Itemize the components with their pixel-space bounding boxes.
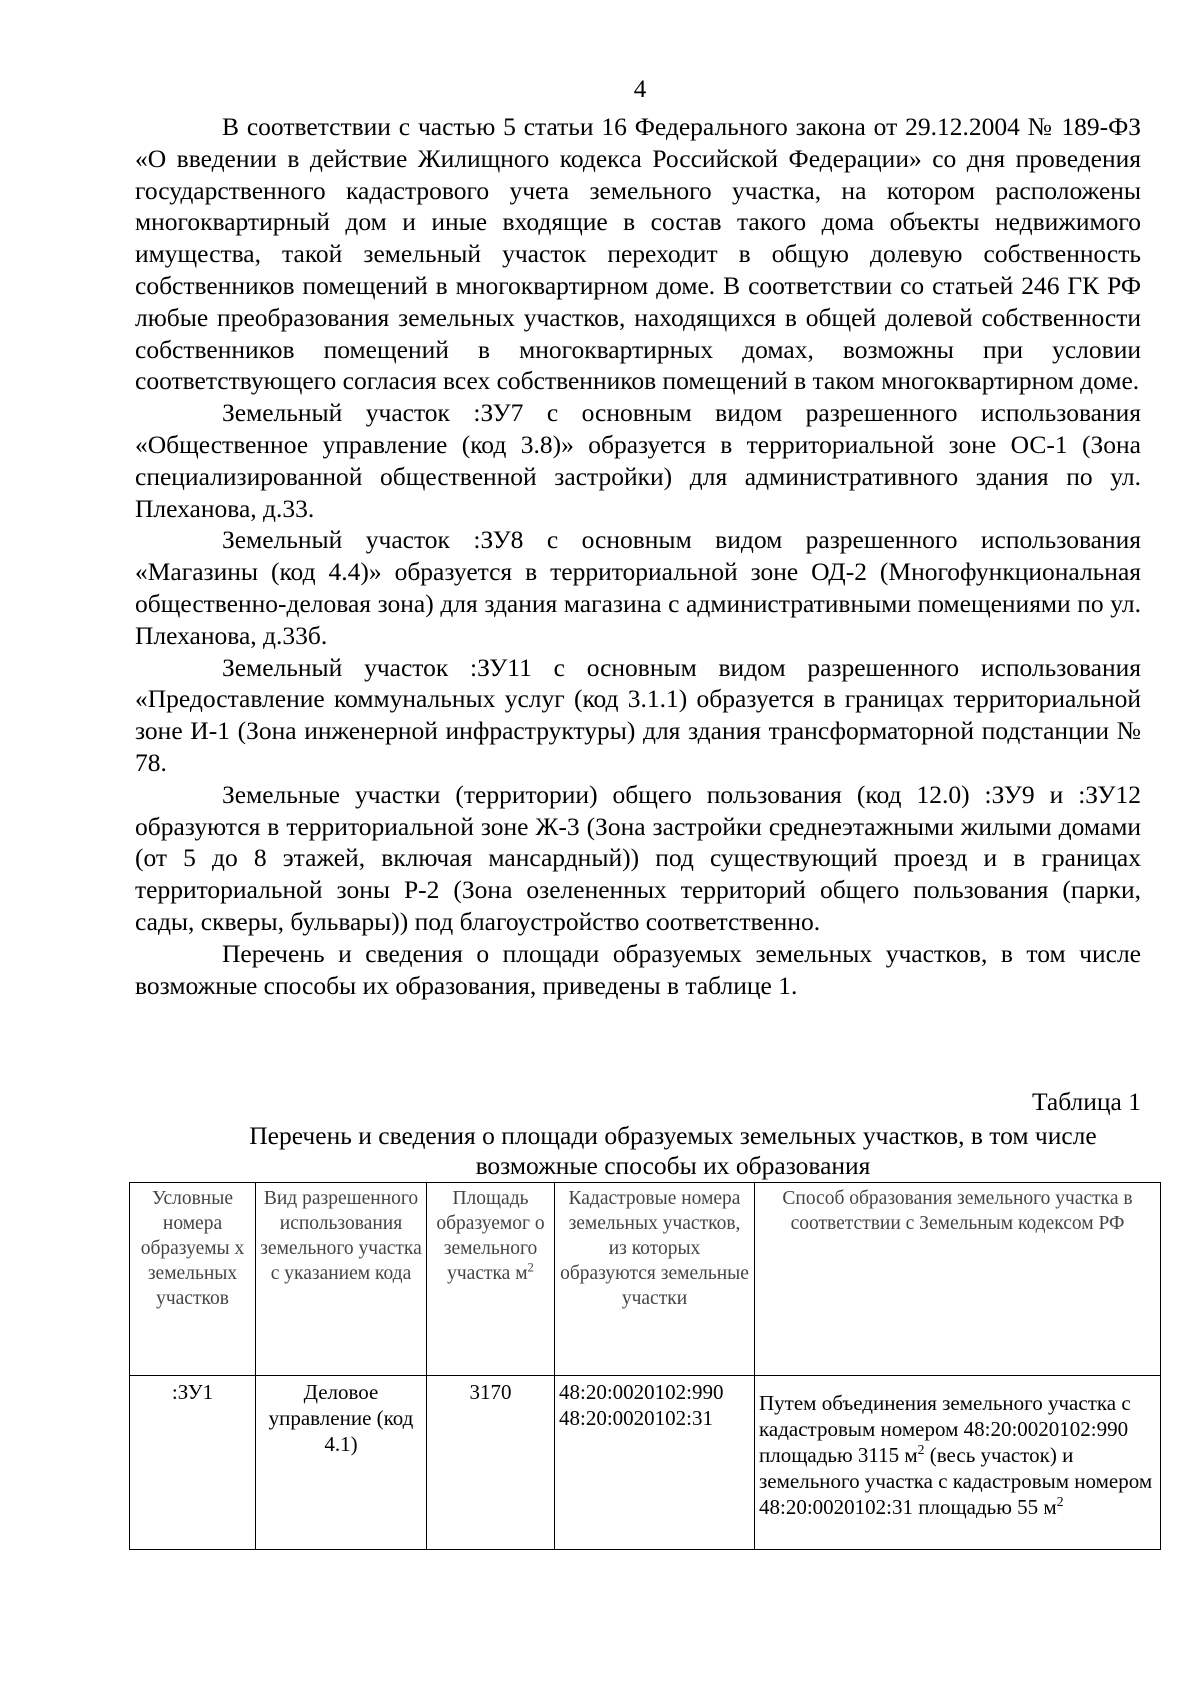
method-text-2: (весь участок) и земельного участка с кадастровым номером 48:20:0020102:31 площадью 55 м <box>759 1443 1153 1519</box>
method-sup-2: 2 <box>1056 1494 1064 1509</box>
header-area-sup: 2 <box>527 1260 534 1275</box>
header-method: Способ образования земельного участка в соответствии с Земельным кодексом РФ <box>755 1183 1161 1376</box>
cadastral-number-1: 48:20:0020102:990 <box>559 1380 724 1404</box>
header-area-text: Площадь образуемог о земельного участка м <box>436 1188 545 1284</box>
table-header-row <box>130 1183 1161 1376</box>
paragraph-4: Земельный участок :ЗУ11 с основным видом разрешенного использования «Предоставление коммунальных услуг (код 3.1.1) образуется в границах территориальной зоне И-1 (Зона инженерной инфраструктуры) для здания трансформаторной подстанции № 78. <box>135 652 1141 777</box>
plots-table <box>129 1182 1161 1550</box>
cell-use: Деловое управление (код 4.1) <box>256 1376 427 1550</box>
table-label: Таблица 1 <box>1031 1087 1141 1116</box>
paragraph-6: Перечень и сведения о площади образуемых земельных участков, в том числе возможные способы их образования, приведены в таблице 1. <box>135 938 1141 1000</box>
table-row <box>130 1376 1161 1550</box>
header-cadastral: Кадастровые номера земельных участков, из которых образуются земельные участки <box>555 1183 755 1376</box>
header-use: Вид разрешенного использования земельного участка с указанием кода <box>256 1183 427 1376</box>
cadastral-number-2: 48:20:0020102:31 <box>559 1406 714 1430</box>
paragraph-3: Земельный участок :ЗУ8 с основным видом разрешенного использования «Магазины (код 4.4)» образуется в территориальной зоне ОД-2 (Многофункциональная общественно-деловая зона) для здания магазина с административными помещениями по ул. Плеханова, д.33б. <box>135 525 1141 650</box>
page-number: 4 <box>633 76 647 103</box>
document-body <box>135 111 1141 1001</box>
cell-cadastral <box>555 1376 755 1550</box>
paragraph-5: Земельные участки (территории) общего пользования (код 12.0) :ЗУ9 и :ЗУ12 образуются в территориальной зоне Ж-3 (Зона застройки среднеэтажными жилыми домами (от 5 до 8 этажей, включая мансардный)) под существующий проезд и в границах территориальной зоны Р-2 (Зона озелененных территорий общего пользования (парки, сады, скверы, бульвары)) под благоустройство соответственно. <box>135 779 1141 936</box>
header-area <box>427 1183 555 1376</box>
cell-area: 3170 <box>427 1376 555 1550</box>
paragraph-2: Земельный участок :ЗУ7 с основным видом разрешенного использования «Общественное управление (код 3.8)» образуется в территориальной зоне ОС-1 (Зона специализированной общественной застройки) для административного здания по ул. Плеханова, д.33. <box>135 398 1141 523</box>
method-text-1: Путем объединения земельного участка с кадастровым номером 48:20:0020102:990 площадью 3115 м <box>759 1391 1131 1467</box>
cell-number: :ЗУ1 <box>130 1376 256 1550</box>
paragraph-1: В соответствии с частью 5 статьи 16 Федерального закона от 29.12.2004 № 189-ФЗ «О введении в действие Жилищного кодекса Российской Федерации» со дня проведения государственного кадастрового учета земельного участка, на котором расположены многоквартирный дом и иные входящие в состав такого дома объекты недвижимого имущества, такой земельный участок переходит в общую долевую собственность собственников помещений в многоквартирном доме. В соответствии со статьей 246 ГК РФ любые преобразования земельных участков, находящихся в общей долевой собственности собственников помещений в многоквартирных домах, возможны при условии соответствующего согласия всех собственников помещений в таком многоквартирном доме. <box>135 112 1141 396</box>
header-number: Условные номера образуемы х земельных участков <box>130 1183 256 1376</box>
method-sup-1: 2 <box>917 1442 925 1457</box>
table-title: Перечень и сведения о площади образуемых земельных участков, в том числе возможные способы их образования <box>249 1121 1097 1180</box>
cell-method <box>755 1376 1161 1550</box>
